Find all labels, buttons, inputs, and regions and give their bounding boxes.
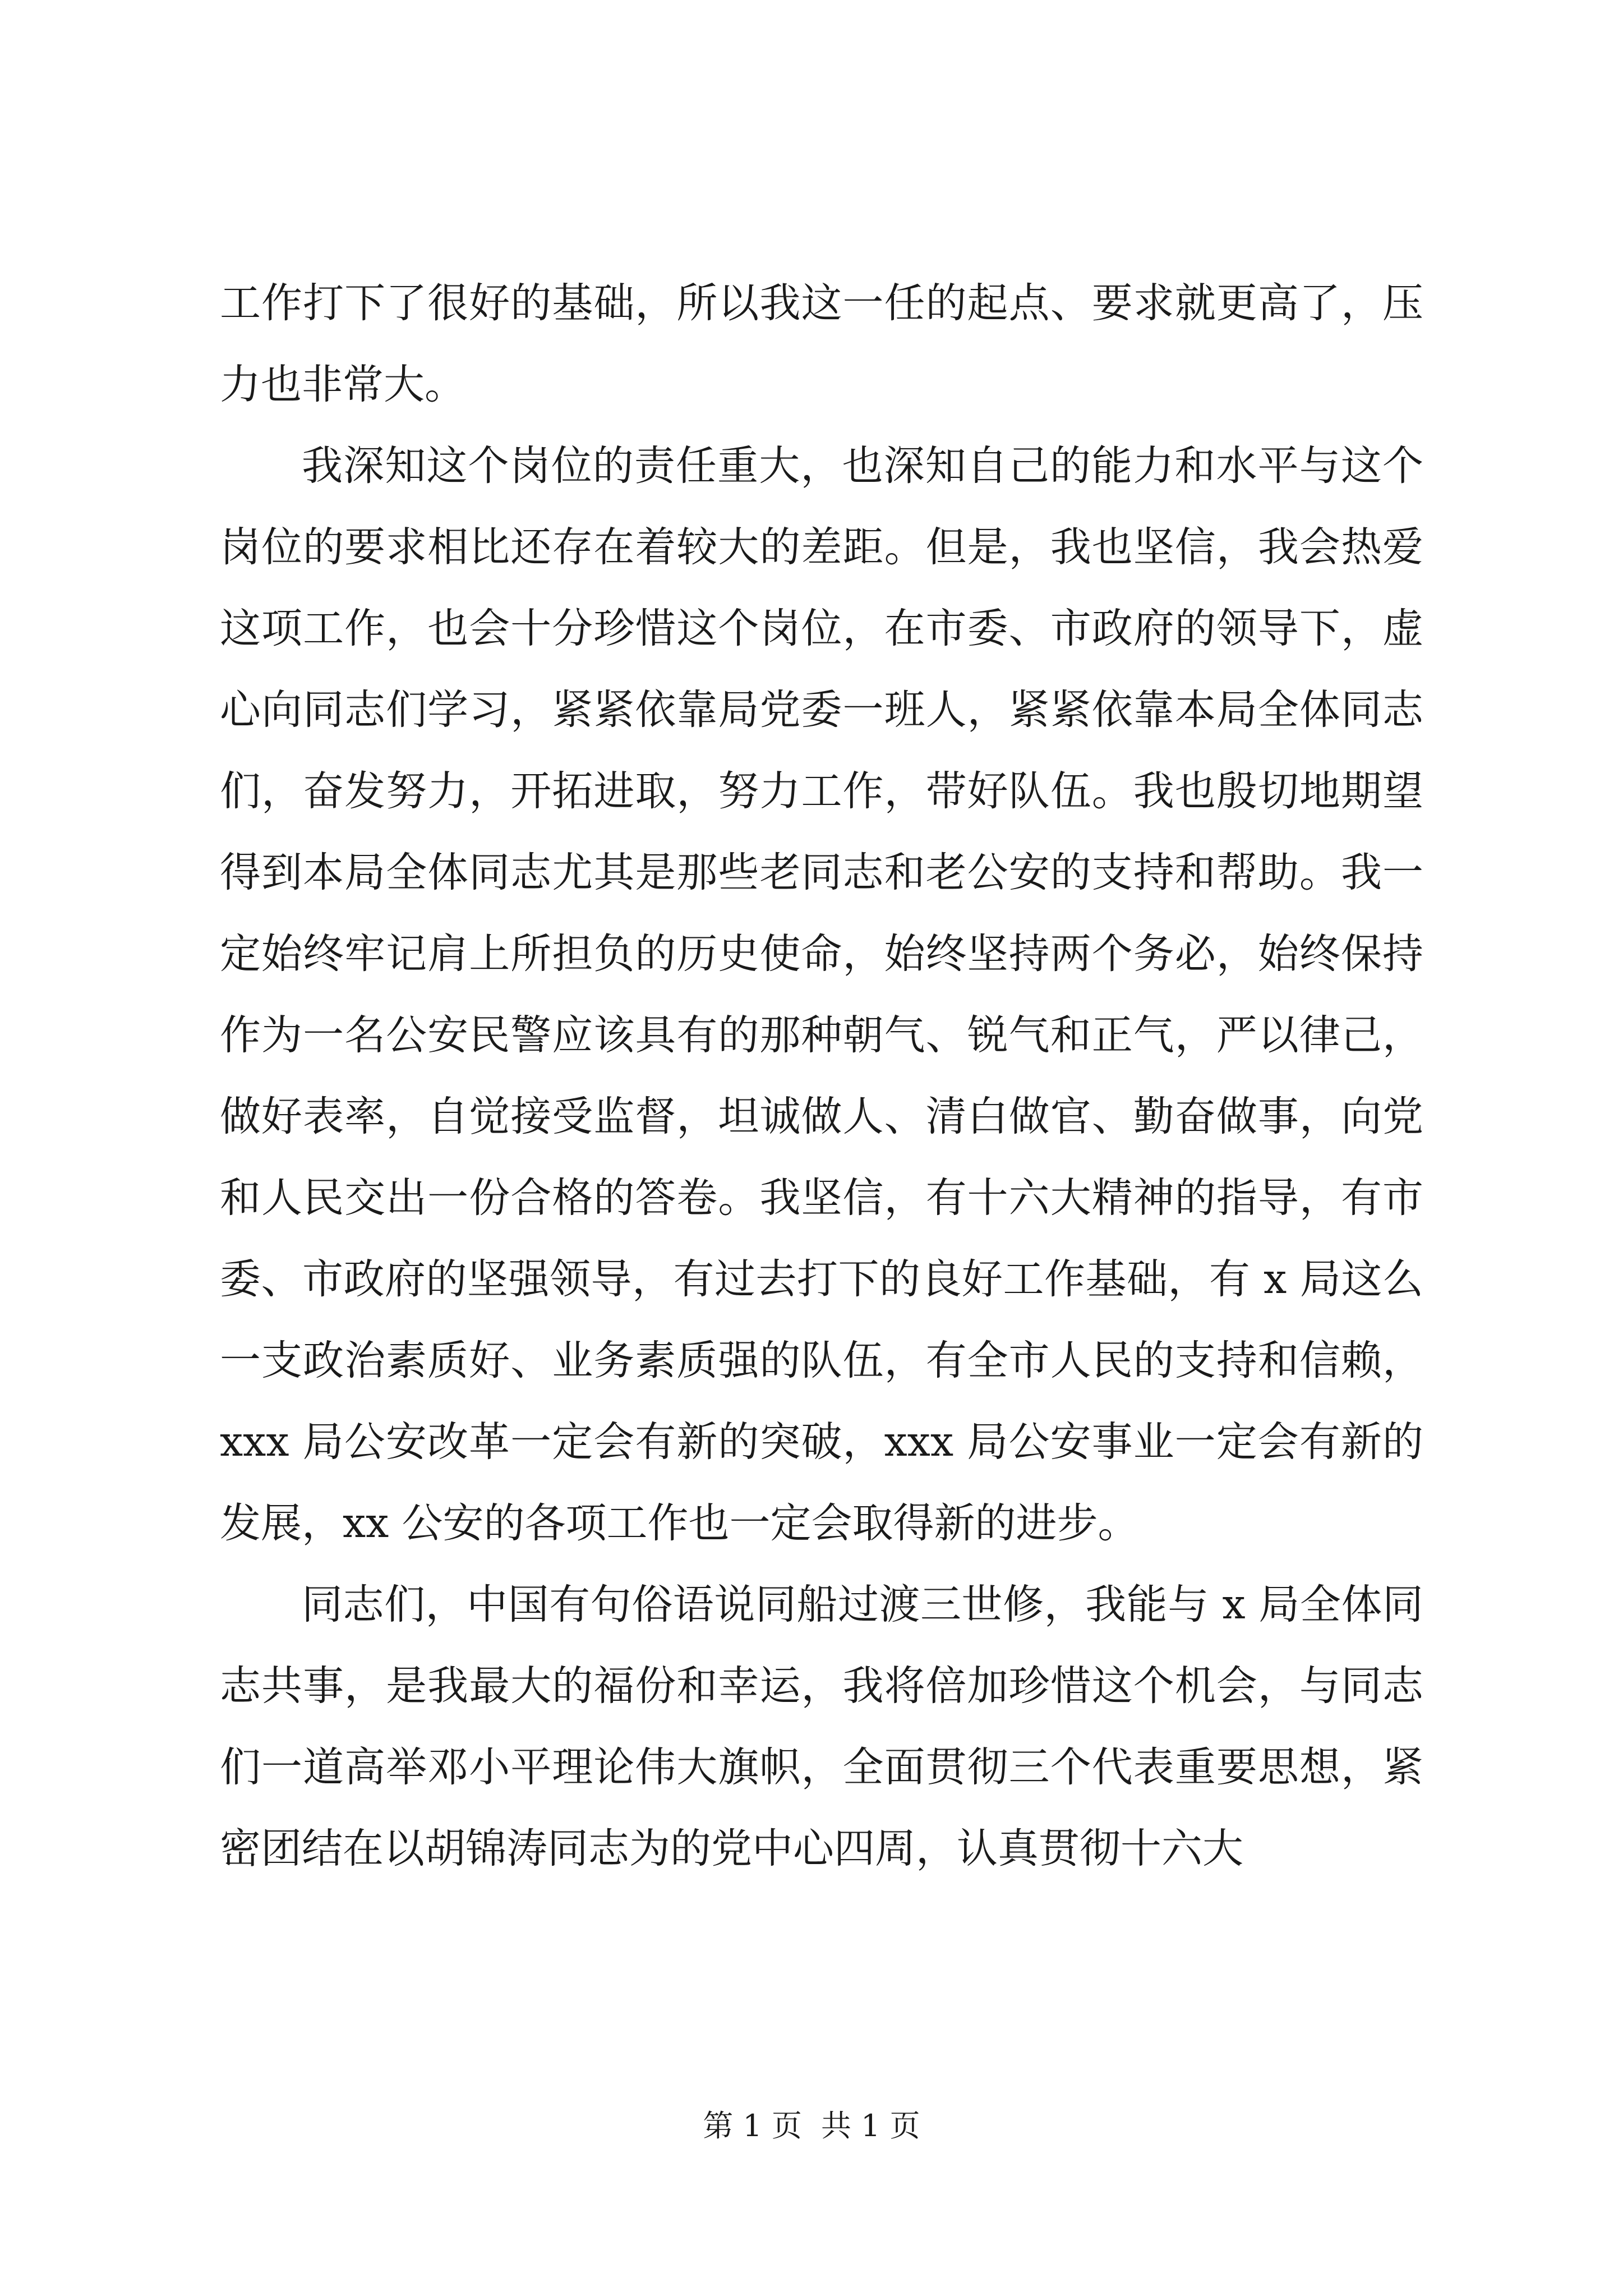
document-body [220, 263, 1423, 1889]
paragraph-3: 同志们，中国有句俗语说同船过渡三世修，我能与 x 局全体同志共事，是我最大的福份和幸运，我将倍加珍惜这个机会，与同志们一道高举邓小平理论伟大旗帜，全面贯彻三个代表重要思想，紧密团结在以胡锦涛同志为的党中心四周，认真贯彻十六大 [220, 1581, 1423, 1872]
paragraph-2: 我深知这个岗位的责任重大，也深知自己的能力和水平与这个岗位的要求相比还存在着较大的差距。但是，我也坚信，我会热爱这项工作，也会十分珍惜这个岗位，在市委、市政府的领导下，虚心向同志们学习，紧紧依靠局党委一班人，紧紧依靠本局全体同志们，奋发努力，开拓进取，努力工作，带好队伍。我也殷切地期望得到本局全体同志尤其是那些老同志和老公安的支持和帮助。我一定始终牢记肩上所担负的历史使命，始终坚持两个务必，始终保持作为一名公安民警应该具有的那种朝气、锐气和正气，严以律己，做好表率，自觉接受监督，坦诚做人、清白做官、勤奋做事，向党和人民交出一份合格的答卷。我坚信，有十六大精神的指导，有市委、市政府的坚强领导，有过去打下的良好工作基础，有 x 局这么一支政治素质好、业务素质强的队伍，有全市人民的支持和信赖，xxx 局公安改革一定会有新的突破，xxx 局公安事业一定会有新的发展，xx 公安的各项工作也一定会取得新的进步。 [220, 442, 1423, 1547]
page-number-total: 共 1 页 [821, 2108, 920, 2143]
page-footer [0, 2106, 1623, 2146]
page-number-current: 第 1 页 [703, 2108, 802, 2143]
paragraph-1: 工作打下了很好的基础，所以我这一任的起点、要求就更高了，压力也非常大。 [220, 279, 1423, 408]
